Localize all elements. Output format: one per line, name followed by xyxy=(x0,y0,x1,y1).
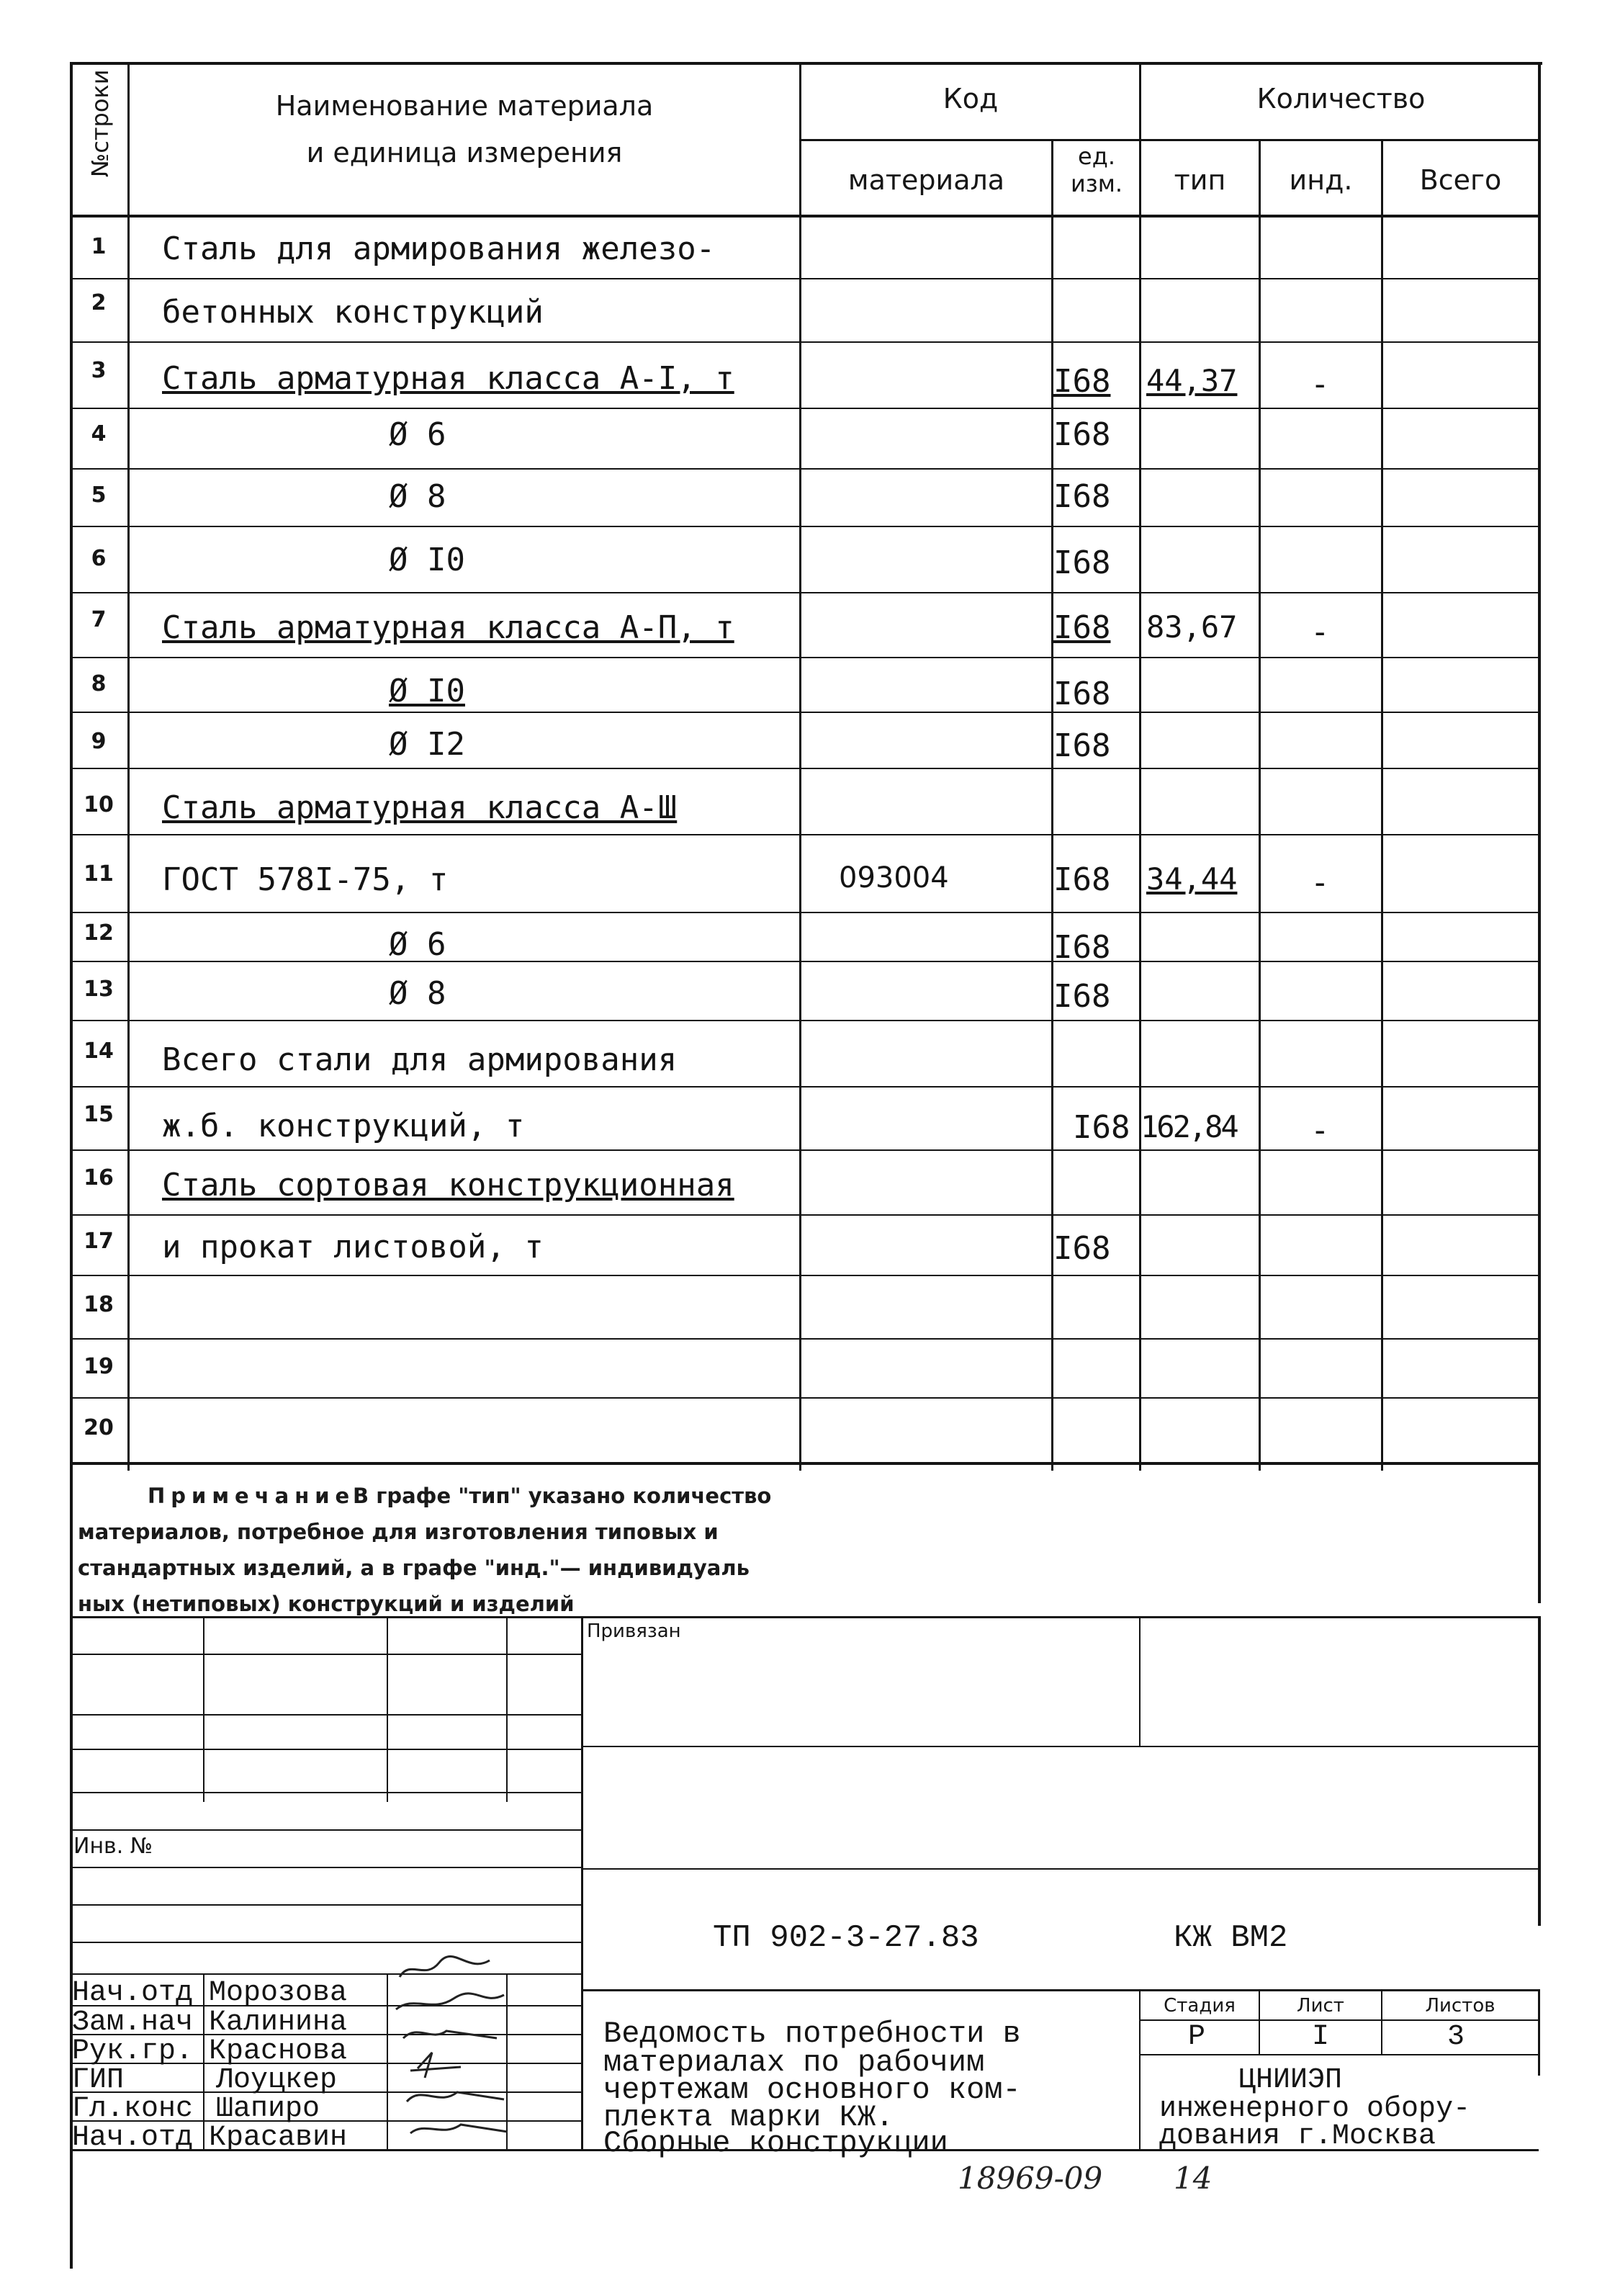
sheets-label: Листов xyxy=(1425,1995,1495,2017)
row-name: Ø I0 xyxy=(389,673,465,709)
signature-scribbles xyxy=(389,1945,511,2153)
row-number: 19 xyxy=(84,1354,114,1379)
unit-code: I68 xyxy=(1053,861,1111,898)
document-code: ТП 902-3-27.83 xyxy=(713,1920,979,1956)
description-line: чертежам основного ком- xyxy=(603,2073,1021,2107)
row-number: 4 xyxy=(91,421,107,447)
note-line: ных (нетиповых) конструкций и изделий xyxy=(78,1592,575,1616)
staff-role: Рук.гр. xyxy=(72,2035,194,2068)
row-number: 7 xyxy=(91,607,107,632)
description-line: материалах по рабочим xyxy=(603,2045,985,2080)
organization-line: ЦНИИЭП xyxy=(1238,2064,1343,2097)
row-name: и прокат листовой, т xyxy=(162,1229,544,1265)
note-line: В графе "тип" указано количество xyxy=(353,1484,772,1508)
row-name: ГОСТ 578I-75, т xyxy=(162,861,449,898)
ind-quantity: - xyxy=(1310,614,1330,650)
row-number: 20 xyxy=(84,1415,114,1440)
note-label: Примечание xyxy=(148,1484,356,1508)
unit-code: I68 xyxy=(1053,363,1111,400)
row-number: 10 xyxy=(84,792,114,817)
row-number: 16 xyxy=(84,1165,114,1190)
organization-line: дования г.Москва xyxy=(1159,2120,1436,2153)
row-number: 2 xyxy=(91,290,107,315)
staff-name: Красавин xyxy=(209,2122,348,2154)
document-mark: КЖ ВМ2 xyxy=(1174,1920,1288,1956)
type-header: тип xyxy=(1174,164,1226,196)
quantity-header: Количество xyxy=(1256,83,1426,115)
staff-name: Морозова xyxy=(209,1977,348,2009)
sheet-value: I xyxy=(1312,2021,1330,2053)
unit-header-line1: ед. xyxy=(1078,143,1115,170)
stage-value: Р xyxy=(1188,2021,1206,2053)
organization-line: инженерного обору- xyxy=(1159,2093,1471,2125)
unit-code: I68 xyxy=(1053,929,1111,966)
unit-header-line2: изм. xyxy=(1070,170,1123,197)
type-quantity: 83,67 xyxy=(1146,609,1238,645)
inventory-number-label: Инв. № xyxy=(73,1834,153,1859)
type-quantity: 34,44 xyxy=(1146,861,1238,897)
row-name: Ø 6 xyxy=(389,926,446,963)
handwritten-archive-number: 18969-09 xyxy=(958,2161,1103,2196)
stage-label: Стадия xyxy=(1164,1995,1236,2017)
unit-code: I68 xyxy=(1053,416,1111,453)
row-number: 11 xyxy=(84,861,114,887)
staff-role: Зам.нач xyxy=(72,2006,194,2039)
row-name: Сталь сортовая конструкционная xyxy=(162,1167,734,1203)
row-number: 5 xyxy=(91,483,107,508)
description-line: Сборные конструкции xyxy=(603,2126,948,2161)
row-name: Сталь арматурная класса А-Ш xyxy=(162,789,678,826)
row-name: ж.б. конструкций, т xyxy=(162,1108,525,1144)
row-name: Сталь для армирования железо- xyxy=(162,230,716,267)
row-number: 17 xyxy=(84,1229,114,1254)
type-quantity: 162,84 xyxy=(1141,1109,1237,1144)
ind-header: инд. xyxy=(1289,164,1353,196)
unit-code: I68 xyxy=(1053,478,1111,515)
row-number: 8 xyxy=(91,671,107,696)
sheet-label: Лист xyxy=(1297,1995,1344,2017)
description-line: Ведомость потребности в xyxy=(603,2017,1021,2051)
row-number: 1 xyxy=(91,234,107,259)
ind-quantity: - xyxy=(1310,1112,1330,1149)
row-number: 15 xyxy=(84,1102,114,1127)
ind-quantity: - xyxy=(1310,366,1330,403)
staff-role: Гл.конс xyxy=(72,2093,194,2125)
unit-code: I68 xyxy=(1073,1109,1130,1146)
row-name: Всего стали для армирования xyxy=(162,1041,678,1078)
staff-name: Лоуцкер xyxy=(216,2064,338,2097)
staff-name: Краснова xyxy=(209,2035,348,2068)
code-header: Код xyxy=(943,83,999,115)
row-name: Сталь арматурная класса А-П, т xyxy=(162,609,734,646)
staff-role: Нач.отд xyxy=(72,2122,194,2154)
row-name: Ø 6 xyxy=(389,416,446,453)
material-name-header-line2: и единица измерения xyxy=(306,137,623,169)
ind-quantity: - xyxy=(1310,864,1330,901)
staff-role: Нач.отд xyxy=(72,1977,194,2009)
row-number: 3 xyxy=(91,358,107,383)
unit-code: I68 xyxy=(1053,1230,1111,1267)
staff-name: Калинина xyxy=(209,2006,348,2039)
row-number: 13 xyxy=(84,977,114,1002)
material-name-header-line1: Наименование материала xyxy=(275,90,654,122)
total-header: Всего xyxy=(1419,164,1502,196)
note-line: стандартных изделий, а в графе "инд."— индивидуаль xyxy=(78,1556,750,1580)
unit-code: I68 xyxy=(1053,727,1111,764)
row-number: 6 xyxy=(91,546,107,571)
row-number: 9 xyxy=(91,729,107,754)
row-number: 12 xyxy=(84,920,114,946)
description-line: плекта марки КЖ. xyxy=(603,2100,894,2135)
row-number: 14 xyxy=(84,1039,114,1064)
row-name: бетонных конструкций xyxy=(162,294,544,331)
row-name: Ø 8 xyxy=(389,478,446,515)
row-name: Сталь арматурная класса А-I, т xyxy=(162,360,734,397)
privyazan-label: Привязан xyxy=(587,1620,681,1642)
row-number: 18 xyxy=(84,1292,114,1317)
staff-name: Шапиро xyxy=(216,2093,320,2125)
note-line: материалов, потребное для изготовления типовых и xyxy=(78,1520,719,1544)
row-number-header: №строки xyxy=(86,69,114,177)
material-code-header: материала xyxy=(847,164,1005,196)
unit-code: I68 xyxy=(1053,609,1111,646)
unit-code: I68 xyxy=(1053,978,1111,1015)
material-code: 093004 xyxy=(839,861,949,894)
row-name: Ø 8 xyxy=(389,975,446,1012)
sheets-value: 3 xyxy=(1447,2021,1465,2053)
type-quantity: 44,37 xyxy=(1146,363,1238,398)
unit-code: I68 xyxy=(1053,676,1111,712)
unit-code: I68 xyxy=(1053,544,1111,581)
row-name: Ø I0 xyxy=(389,542,465,578)
staff-role: ГИП xyxy=(72,2064,125,2097)
handwritten-page-number: 14 xyxy=(1174,2161,1213,2196)
row-name: Ø I2 xyxy=(389,726,465,763)
